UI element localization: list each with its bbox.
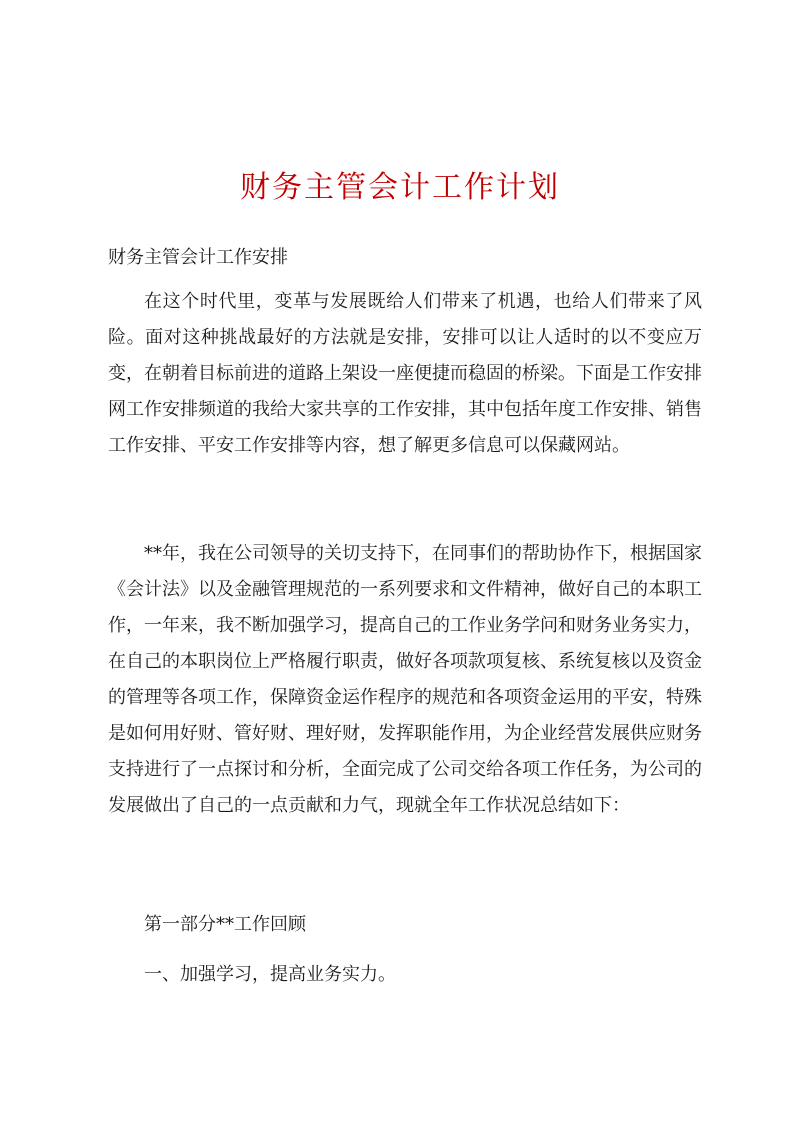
document-subtitle: 财务主管会计工作安排 [108, 247, 288, 268]
intro-paragraph: 在这个时代里，变革与发展既给人们带来了机遇，也给人们带来了风险。面对这种挑战最好的方法就是安排，安排可以让人适时的以不变应万变，在朝着目标前进的道路上架设一座便捷而稳固的桥梁。下面是工作安排网工作安排频道的我给大家共享的工作安排，其中包括年度工作安排、销售工作安排、平安工作安排等内容，想了解更多信息可以保藏网站。 [108, 291, 702, 456]
summary-paragraph: **年，我在公司领导的关切支持下，在同事们的帮助协作下，根据国家《会计法》以及金融管理规范的一系列要求和文件精神，做好自己的本职工作，一年来，我不断加强学习，提高自己的工作业务学问和财务业务实力，在自己的本职岗位上严格履行职责，做好各项款项复核、系统复核以及资金的管理等各项工作，保障资金运作程序的规范和各项资金运用的平安，特殊是如何用好财、管好财、理好财，发挥职能作用，为企业经营发展供应财务支持进行了一点探讨和分析，全面完成了公司交给各项工作任务，为公司的发展做出了自己的一点贡献和力气，现就全年工作状况总结如下： [108, 543, 702, 816]
section-heading: 第一部分**工作回顾 [144, 914, 306, 935]
document-title: 财务主管会计工作计划 [240, 170, 560, 205]
subsection-heading: 一、加强学习，提高业务实力。 [144, 964, 396, 985]
